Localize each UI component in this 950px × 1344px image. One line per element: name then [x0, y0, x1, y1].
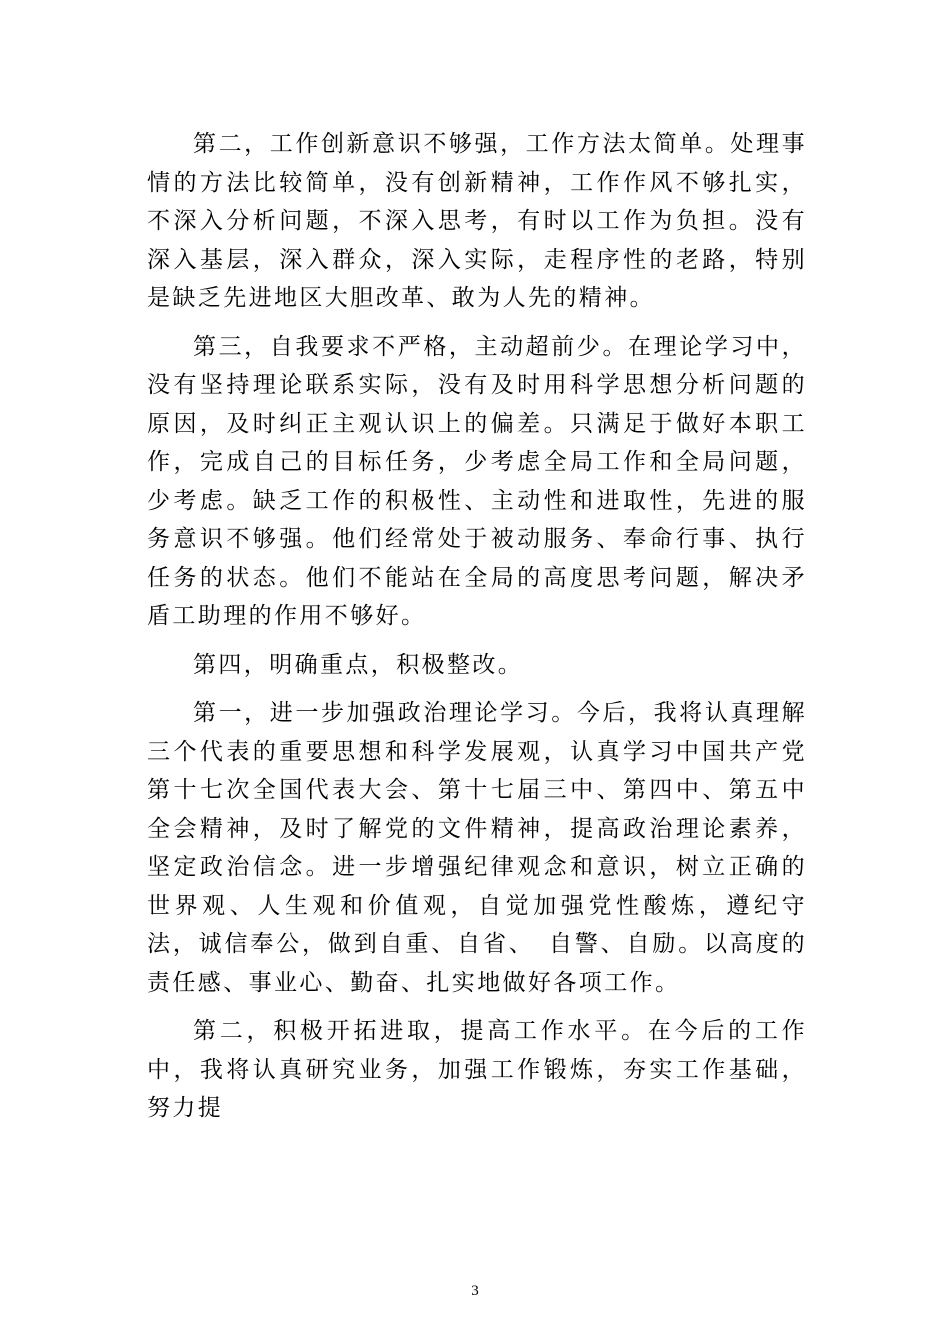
paragraph-first-political-study: 第一，进一步加强政治理论学习。今后，我将认真理解三个代表的重要思想和科学发展观，认真学习中国共产党第十七次全国代表大会、第十七届三中、第四中、第五中全会精神，及时了解党的文件精神，提高政治理论素养，坚定政治信念。进一步增强纪律观念和意识，树立正确的世界观、人生观和价值观，自觉加强党性酸炼，遵纪守法，诚信奉公，做到自重、自省、 自警、自励。以高度的责任感、事业心、勤奋、扎实地做好各项工作。	[147, 700, 807, 996]
paragraph-second-work-level: 第二，积极开拓进取，提高工作水平。在今后的工作中，我将认真研究业务，加强工作锻炼，夯实工作基础，努力提	[147, 1018, 807, 1121]
paragraph-point-three-self-requirement: 第三，自我要求不严格，主动超前少。在理论学习中，没有坚持理论联系实际，没有及时用科学思想分析问题的原因，及时纠正主观认识上的偏差。只满足于做好本职工作，完成自己的目标任务，少考虑全局工作和全局问题，少考虑。缺乏工作的积极性、主动性和进取性，先进的服务意识不够强。他们经常处于被动服务、奉命行事、执行任务的状态。他们不能站在全局的高度思考问题，解决矛盾工助理的作用不够好。	[147, 333, 807, 629]
paragraph-point-two-innovation: 第二，工作创新意识不够强，工作方法太简单。处理事情的方法比较简单，没有创新精神，工作作风不够扎实，不深入分析问题，不深入思考，有时以工作为负担。没有深入基层，深入群众，深入实际，走程序性的老路，特别是缺乏先进地区大胆改革、敢为人先的精神。	[147, 131, 807, 311]
page-number: 3	[471, 1283, 479, 1299]
paragraph-point-four-rectification: 第四，明确重点，积极整改。	[193, 651, 524, 678]
document-body	[147, 125, 807, 1138]
